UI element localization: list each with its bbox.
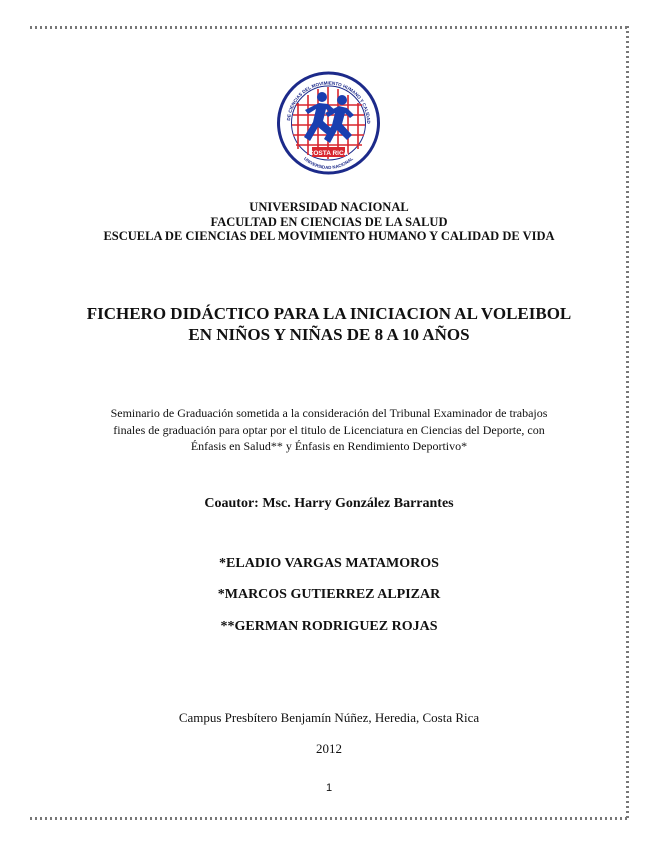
description-line-2: finales de graduación para optar por el titulo de Licenciatura en Ciencias del Deporte, con bbox=[113, 422, 545, 437]
logo-banner-text: COSTA RICA bbox=[308, 150, 349, 157]
description-line-3: Énfasis en Salud** y Énfasis en Rendimiento Deportivo* bbox=[190, 439, 468, 453]
title-line-2: EN NIÑOS Y NIÑAS DE 8 A 10 AÑOS bbox=[188, 325, 470, 344]
institution-block bbox=[40, 200, 618, 244]
description-line-1: Seminario de Graduación sometida a la consideración del Tribunal Examinador de trabajos bbox=[110, 406, 548, 420]
author-name: *MARCOS GUTIERREZ ALPIZAR bbox=[217, 587, 441, 602]
school-logo bbox=[276, 67, 381, 180]
coauthor: Coautor: Msc. Harry González Barrantes bbox=[204, 496, 454, 511]
author-name: **GERMAN RODRIGUEZ ROJAS bbox=[220, 619, 438, 634]
page-border-right bbox=[626, 26, 629, 820]
logo-ring-bottom-text: UNIVERSIDAD NACIONAL bbox=[302, 156, 355, 171]
faculty-name: FACULTAD EN CIENCIAS DE LA SALUD bbox=[210, 214, 448, 229]
school-name: ESCUELA DE CIENCIAS DEL MOVIMIENTO HUMANO Y CALIDAD DE VIDA bbox=[103, 229, 555, 243]
author-name: *ELADIO VARGAS MATAMOROS bbox=[219, 556, 439, 571]
document-title bbox=[40, 303, 618, 345]
page-border-top bbox=[30, 26, 628, 29]
page-number: 1 bbox=[325, 782, 333, 794]
seminar-description bbox=[40, 405, 618, 455]
publication-year: 2012 bbox=[316, 741, 342, 756]
campus-location: Campus Presbítero Benjamín Núñez, Heredia, Costa Rica bbox=[178, 710, 480, 725]
logo-ring-top-text: DE CIENCIAS DEL MOVIMIENTO HUMANO Y CALIDAD bbox=[286, 80, 372, 124]
title-line-1: FICHERO DIDÁCTICO PARA LA INICIACION AL VOLEIBOL bbox=[86, 304, 572, 323]
page-border-bottom bbox=[30, 817, 628, 820]
university-name: UNIVERSIDAD NACIONAL bbox=[249, 200, 409, 214]
